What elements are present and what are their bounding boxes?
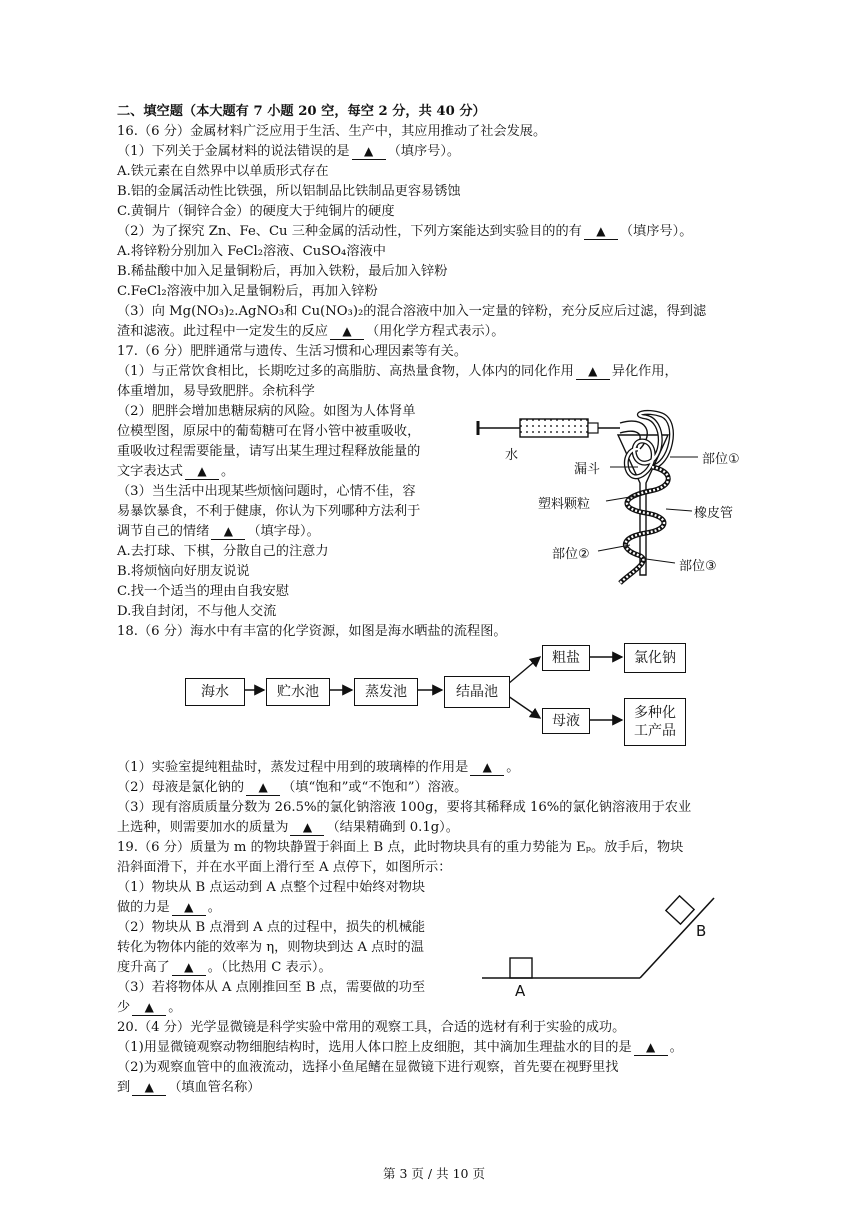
q18-part2 [117,778,467,798]
answer-blank[interactable] [172,900,206,916]
flow-crystallization: 结晶池 [444,676,510,708]
blank-triangle: ▲ [363,144,374,158]
q16-part2-text: （2）为了探究 Zn、Fe、Cu 三种金属的活动性，下列方案能达到实验目的的有 [117,224,582,239]
q16-option2-a: A.将锌粉分别加入 FeCl₂溶液、CuSO₄溶液中 [117,244,386,259]
q16-option2-b: B.稀盐酸中加入足量铜粉后，再加入铁粉，最后加入锌粉 [117,264,448,279]
q17-part3-hint: （填字母）。 [247,524,320,539]
blank-triangle: ▲ [223,524,233,538]
blank-triangle: ▲ [197,464,207,478]
q17-option-a: A.去打球、下棋，分散自己的注意力 [117,544,329,559]
q20-part2-text: 到 [117,1080,131,1095]
flow-products-line1: 多种化 [634,705,676,721]
q18-part3-hint: （结果精确到 0.1g）。 [326,820,459,835]
blank-triangle: ▲ [184,960,194,974]
q19-part1-line2 [117,898,221,918]
answer-blank[interactable] [132,1000,166,1016]
q16-option2-c: C.FeCl₂溶液中加入足量铜粉后，再加入锌粉 [117,284,378,299]
q17-stem: 17.（6 分）肥胖通常与遗传、生活习惯和心理因素等有关。 [117,344,468,359]
q19-part2-line3 [117,958,332,978]
q18-part2-hint: （填“饱和”或“不饱和”）溶液。 [282,780,468,795]
blank-triangle: ▲ [482,760,492,774]
q17-part2-line2: 位模型图，原尿中的葡萄糖可在肾小管中被重吸收， [117,424,421,439]
q16-part2-hint: （填序号）。 [619,224,693,239]
section-title: 二、填空题（本大题有 7 小题 20 空，每空 2 分，共 40 分） [117,104,486,119]
flow-products-line2: 工产品 [634,723,676,739]
q19-stem-line2: 沿斜面滑下，并在水平面上滑行至 A 点停下，如图所示： [117,860,452,875]
q19-part1-tail: 。 [207,900,221,915]
q17-part3-line1: （3）当生活中出现某些烦恼问题时，心情不佳，容 [117,484,416,499]
q18-part1-text: （1）实验室提纯粗盐时，蒸发过程中用到的玻璃棒的作用是 [117,760,469,775]
q19-part3-text: 少 [117,1000,131,1015]
q17-part1-tail: 异化作用， [611,364,678,379]
q16-part3-hint: （用化学方程式表示）。 [366,324,505,339]
fig-label-part1: 部位① [702,452,740,467]
q17-part2-line3: 重吸收过程需要能量，请写出某生理过程释放能量的 [117,444,421,459]
q20-part2-line2 [117,1078,261,1098]
flow-crude-salt: 粗盐 [542,645,590,671]
q19-part2-hint: 。（比热用 C 表示）。 [207,960,332,975]
q19-part2-text: 度升高了 [117,960,170,975]
q18-part1 [117,758,519,778]
blank-triangle: ▲ [144,1000,154,1014]
q19-part1-line1: （1）物块从 B 点运动到 A 点整个过程中始终对物块 [117,880,426,895]
blank-triangle: ▲ [144,1080,154,1094]
q16-option-a: A.铁元素在自然界中以单质形式存在 [117,164,329,179]
q18-part3-line1: （3）现有溶质质量分数为 26.5%的氯化钠溶液 100g，要将其稀释成 16%的氯化钠溶液用于农业 [117,800,692,815]
q18-part3-line2 [117,818,459,838]
fig-label-part2: 部位② [552,547,590,562]
q19-part3-line1: （3）若将物体从 A 点刚推回至 B 点，需要做的功至 [117,980,426,995]
point-b-label: B [696,922,707,940]
q17-part1-text: （1）与正常饮食相比，长期吃过多的高脂肪、高热量食物，人体内的同化作用 [117,364,574,379]
blank-triangle: ▲ [258,780,268,794]
q19-stem-line1: 19.（6 分）质量为 m 的物块静置于斜面上 B 点，此时物块具有的重力势能为 Eₚ。放手后，物块 [117,840,684,855]
flow-evaporation: 蒸发池 [354,678,418,706]
flow-chemical-products [624,698,686,746]
q17-part3-text: 调节自己的情绪 [117,524,210,539]
blank-triangle: ▲ [302,820,313,834]
q20-part1 [117,1038,683,1058]
q17-part2-line1: （2）肥胖会增加患糖尿病的风险。如图为人体肾单 [117,404,416,419]
q20-part1-text: （1)用显微镜观察动物细胞结构时，选用人体口腔上皮细胞，其中滴加生理盐水的目的是 [117,1040,632,1055]
page-footer: 第 3 页 / 共 10 页 [383,1166,485,1181]
q16-part3-text: 渣和滤液。此过程中一定发生的反应 [117,324,328,339]
q20-part2-line1: （2)为观察血管中的血液流动，选择小鱼尾鳍在显微镜下进行观察，首先要在视野里找 [117,1060,619,1075]
flow-storage: 贮水池 [266,678,330,706]
answer-blank[interactable] [172,960,206,976]
q19-part2-line2: 转化为物体内能的效率为 η，则物块到达 A 点时的温 [117,940,424,955]
q16-option-c: C.黄铜片（铜锌合金）的硬度大于纯铜片的硬度 [117,204,395,219]
q18-part1-tail: 。 [506,760,520,775]
q20-stem: 20.（4 分）光学显微镜是科学实验中常用的观察工具，合适的选材有利于实验的成功。 [117,1020,626,1035]
q20-part2-hint: （填血管名称） [168,1080,261,1095]
fig-label-beads: 塑料颗粒 [538,497,591,512]
q19-part2-line1: （2）物块从 B 点滑到 A 点的过程中，损失的机械能 [117,920,426,935]
q20-part1-tail: 。 [669,1040,683,1055]
q16-part1-hint: （填序号）。 [387,144,461,159]
q17-option-d: D.我自封闭，不与他人交流 [117,604,277,619]
incline-figure [478,892,728,992]
q19-part3-tail: 。 [168,1000,182,1015]
blank-triangle: ▲ [646,1040,656,1054]
q17-part2-text: 文字表达式 [117,464,183,479]
answer-blank[interactable] [470,760,504,776]
q17-part3-line2: 易暴饮暴食，不利于健康，你认为下列哪种方法利于 [117,504,421,519]
flow-seawater: 海水 [185,678,245,706]
q17-part1-line2: 体重增加，易导致肥胖。余杭科学 [117,384,315,399]
point-a-label: A [515,982,526,1000]
fig-label-funnel: 漏斗 [574,462,601,477]
q17-option-b: B.将烦恼向好朋友说说 [117,564,250,579]
fig-label-water: 水 [505,448,519,463]
q19-part1-text: 做的力是 [117,900,170,915]
blank-triangle: ▲ [184,900,194,914]
q18-part2-text: （2）母液是氯化钠的 [117,780,245,795]
answer-blank[interactable] [246,780,280,796]
blank-triangle: ▲ [342,324,352,338]
q18-part3-text: 上选种，则需要加水的质量为 [117,820,289,835]
q16-option-b: B.铝的金属活动性比铁强，所以铝制品比铁制品更容易锈蚀 [117,184,461,199]
q16-stem: 16.（6 分）金属材料广泛应用于生活、生产中，其应用推动了社会发展。 [117,124,547,139]
flow-sodium-chloride: 氯化钠 [624,643,686,673]
blank-triangle: ▲ [588,364,598,378]
answer-blank[interactable] [290,820,324,836]
blank-triangle: ▲ [596,224,606,238]
answer-blank[interactable] [634,1040,668,1056]
fig-label-tube: 橡皮管 [694,506,734,521]
q16-part1-text: （1）下列关于金属材料的说法错误的是 [117,144,350,159]
flow-mother-liquor: 母液 [542,708,590,734]
q17-option-c: C.找一个适当的理由自我安慰 [117,584,290,599]
fig-label-part3: 部位③ [679,559,717,574]
q16-part3-line1: （3）向 Mg(NO₃)₂.AgNO₃和 Cu(NO₃)₂的混合溶液中加入一定量的锌粉，充分反应后过滤，得到滤 [117,304,707,319]
answer-blank[interactable] [132,1080,166,1096]
q17-part2-line4: 文字表达式 ▲ 。 [117,464,235,479]
q19-part3-line2 [117,998,181,1018]
q18-stem: 18.（6 分）海水中有丰富的化学资源，如图是海水晒盐的流程图。 [117,624,507,639]
